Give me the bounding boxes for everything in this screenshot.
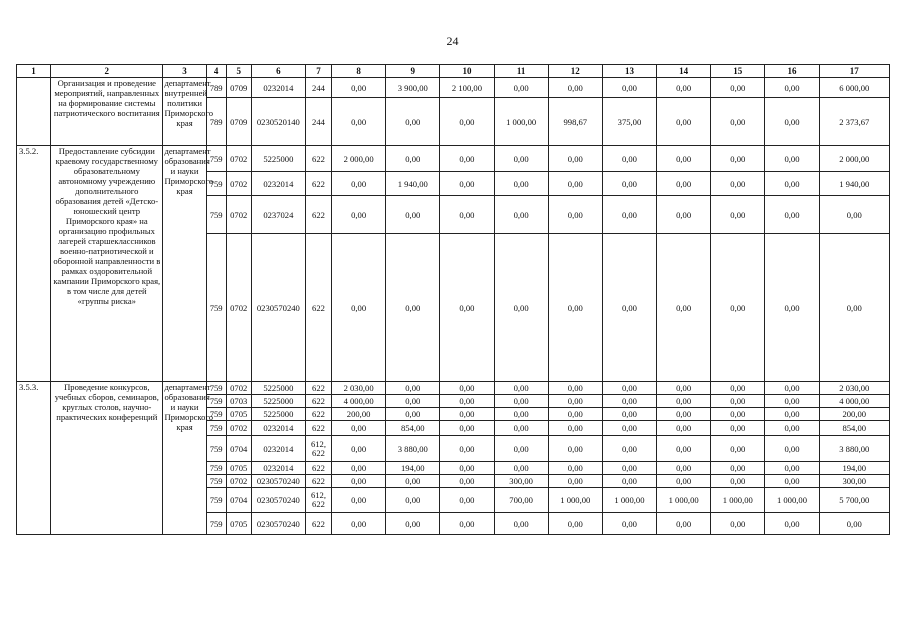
cell-col-14: 1 000,00: [657, 488, 711, 513]
cell-col-17: 2 373,67: [819, 98, 889, 146]
item-description: Проведение конкурсов, учебных сборов, семинаров, круглых столов, научно-практических конференций: [51, 382, 163, 535]
cell-col-8: 0,00: [332, 462, 386, 475]
cell-col-11: 0,00: [494, 196, 548, 234]
cell-col-8: 2 030,00: [332, 382, 386, 395]
cell-col-11: 0,00: [494, 436, 548, 462]
cell-col-13: 0,00: [602, 462, 656, 475]
cell-col-16: 0,00: [765, 146, 819, 172]
cell-col-9: 0,00: [386, 234, 440, 382]
cell-col-12: 0,00: [548, 475, 602, 488]
cell-col-7: 622: [305, 421, 331, 436]
cell-col-8: 0,00: [332, 196, 386, 234]
cell-col-5: 0703: [226, 395, 251, 408]
cell-col-7: 612, 622: [305, 488, 331, 513]
column-header-1: 1: [17, 65, 51, 78]
cell-col-17: 0,00: [819, 513, 889, 535]
cell-col-14: 0,00: [657, 395, 711, 408]
cell-col-6: 0230570240: [251, 488, 305, 513]
cell-col-10: 0,00: [440, 382, 494, 395]
cell-col-14: 0,00: [657, 475, 711, 488]
cell-col-14: 0,00: [657, 513, 711, 535]
column-header-5: 5: [226, 65, 251, 78]
cell-col-9: 0,00: [386, 146, 440, 172]
cell-col-11: 0,00: [494, 382, 548, 395]
cell-col-13: 0,00: [602, 172, 656, 196]
cell-col-15: 0,00: [711, 436, 765, 462]
cell-col-6: 0232014: [251, 78, 305, 98]
cell-col-17: 3 880,00: [819, 436, 889, 462]
cell-col-9: 0,00: [386, 408, 440, 421]
cell-col-17: 200,00: [819, 408, 889, 421]
cell-col-12: 0,00: [548, 234, 602, 382]
cell-col-10: 0,00: [440, 436, 494, 462]
cell-col-14: 0,00: [657, 172, 711, 196]
cell-col-15: 0,00: [711, 98, 765, 146]
cell-col-10: 0,00: [440, 146, 494, 172]
cell-col-9: 3 900,00: [386, 78, 440, 98]
cell-col-17: 5 700,00: [819, 488, 889, 513]
cell-col-5: 0705: [226, 462, 251, 475]
cell-col-4: 759: [206, 488, 226, 513]
column-header-8: 8: [332, 65, 386, 78]
cell-col-11: 0,00: [494, 395, 548, 408]
cell-col-14: 0,00: [657, 382, 711, 395]
cell-col-5: 0705: [226, 408, 251, 421]
column-header-9: 9: [386, 65, 440, 78]
cell-col-13: 0,00: [602, 196, 656, 234]
cell-col-5: 0702: [226, 382, 251, 395]
cell-col-4: 759: [206, 462, 226, 475]
cell-col-15: 0,00: [711, 462, 765, 475]
column-header-13: 13: [602, 65, 656, 78]
cell-col-16: 0,00: [765, 172, 819, 196]
cell-col-10: 2 100,00: [440, 78, 494, 98]
cell-col-10: 0,00: [440, 475, 494, 488]
table-body: [17, 65, 890, 535]
cell-col-4: 759: [206, 196, 226, 234]
cell-col-7: 244: [305, 98, 331, 146]
cell-col-8: 0,00: [332, 513, 386, 535]
budget-table: [16, 64, 890, 535]
cell-col-5: 0702: [226, 421, 251, 436]
column-header-2: 2: [51, 65, 163, 78]
cell-col-4: 789: [206, 98, 226, 146]
cell-col-9: 1 940,00: [386, 172, 440, 196]
cell-col-17: 1 940,00: [819, 172, 889, 196]
cell-col-9: 3 880,00: [386, 436, 440, 462]
cell-col-9: 854,00: [386, 421, 440, 436]
cell-col-12: 0,00: [548, 513, 602, 535]
cell-col-11: 0,00: [494, 78, 548, 98]
cell-col-16: 0,00: [765, 382, 819, 395]
cell-col-13: 0,00: [602, 408, 656, 421]
cell-col-13: 0,00: [602, 513, 656, 535]
cell-col-14: 0,00: [657, 421, 711, 436]
cell-col-17: 2 030,00: [819, 382, 889, 395]
item-number: 3.5.2.: [17, 146, 51, 382]
cell-col-9: 194,00: [386, 462, 440, 475]
cell-col-11: 700,00: [494, 488, 548, 513]
cell-col-11: 300,00: [494, 475, 548, 488]
cell-col-6: 0232014: [251, 172, 305, 196]
cell-col-12: 0,00: [548, 462, 602, 475]
cell-col-17: 0,00: [819, 196, 889, 234]
cell-col-5: 0702: [226, 196, 251, 234]
cell-col-10: 0,00: [440, 421, 494, 436]
column-header-14: 14: [657, 65, 711, 78]
cell-col-15: 0,00: [711, 513, 765, 535]
cell-col-15: 1 000,00: [711, 488, 765, 513]
cell-col-5: 0709: [226, 98, 251, 146]
cell-col-8: 2 000,00: [332, 146, 386, 172]
cell-col-9: 0,00: [386, 488, 440, 513]
cell-col-11: 1 000,00: [494, 98, 548, 146]
cell-col-16: 0,00: [765, 98, 819, 146]
cell-col-4: 759: [206, 395, 226, 408]
cell-col-11: 0,00: [494, 172, 548, 196]
cell-col-9: 0,00: [386, 475, 440, 488]
cell-col-10: 0,00: [440, 234, 494, 382]
cell-col-14: 0,00: [657, 462, 711, 475]
cell-col-15: 0,00: [711, 78, 765, 98]
cell-col-15: 0,00: [711, 408, 765, 421]
cell-col-12: 0,00: [548, 436, 602, 462]
cell-col-17: 2 000,00: [819, 146, 889, 172]
column-header-17: 17: [819, 65, 889, 78]
column-header-16: 16: [765, 65, 819, 78]
cell-col-13: 0,00: [602, 421, 656, 436]
cell-col-13: 1 000,00: [602, 488, 656, 513]
cell-col-7: 244: [305, 78, 331, 98]
cell-col-4: 759: [206, 436, 226, 462]
cell-col-6: 5225000: [251, 146, 305, 172]
cell-col-16: 0,00: [765, 462, 819, 475]
cell-col-15: 0,00: [711, 395, 765, 408]
cell-col-10: 0,00: [440, 513, 494, 535]
cell-col-4: 789: [206, 78, 226, 98]
cell-col-13: 0,00: [602, 436, 656, 462]
cell-col-16: 0,00: [765, 196, 819, 234]
cell-col-6: 0230570240: [251, 234, 305, 382]
cell-col-12: 0,00: [548, 146, 602, 172]
cell-col-9: 0,00: [386, 513, 440, 535]
cell-col-9: 0,00: [386, 395, 440, 408]
cell-col-7: 612, 622: [305, 436, 331, 462]
cell-col-4: 759: [206, 172, 226, 196]
cell-col-6: 0230570240: [251, 475, 305, 488]
cell-col-8: 0,00: [332, 98, 386, 146]
cell-col-8: 0,00: [332, 421, 386, 436]
cell-col-11: 0,00: [494, 462, 548, 475]
cell-col-17: 854,00: [819, 421, 889, 436]
cell-col-5: 0702: [226, 146, 251, 172]
cell-col-4: 759: [206, 421, 226, 436]
cell-col-6: 0232014: [251, 462, 305, 475]
cell-col-6: 0237024: [251, 196, 305, 234]
cell-col-11: 0,00: [494, 146, 548, 172]
cell-col-12: 0,00: [548, 172, 602, 196]
cell-col-16: 0,00: [765, 234, 819, 382]
cell-col-10: 0,00: [440, 488, 494, 513]
cell-col-15: 0,00: [711, 172, 765, 196]
item-description: Предоставление субсидии краевому государственному образовательному автономному учреждению дополнительного образования детей «Детско-юношеский центр Приморского края» на организацию профильных лагерей старшеклассников военно-патриотической и оборонной направленности в рамках оздоровительной кампании Приморского края, в том числе для детей «группы риска»: [51, 146, 163, 382]
cell-col-17: 300,00: [819, 475, 889, 488]
cell-col-16: 0,00: [765, 475, 819, 488]
cell-col-8: 0,00: [332, 475, 386, 488]
cell-col-8: 0,00: [332, 172, 386, 196]
cell-col-10: 0,00: [440, 395, 494, 408]
cell-col-14: 0,00: [657, 234, 711, 382]
cell-col-14: 0,00: [657, 98, 711, 146]
header-row: [17, 65, 890, 78]
cell-col-17: 4 000,00: [819, 395, 889, 408]
table-row: [17, 146, 890, 172]
cell-col-6: 5225000: [251, 395, 305, 408]
cell-col-7: 622: [305, 172, 331, 196]
cell-col-15: 0,00: [711, 234, 765, 382]
cell-col-11: 0,00: [494, 408, 548, 421]
cell-col-13: 0,00: [602, 146, 656, 172]
cell-col-7: 622: [305, 513, 331, 535]
item-number: [17, 78, 51, 146]
cell-col-5: 0704: [226, 436, 251, 462]
cell-col-13: 375,00: [602, 98, 656, 146]
cell-col-8: 200,00: [332, 408, 386, 421]
cell-col-12: 0,00: [548, 196, 602, 234]
cell-col-9: 0,00: [386, 196, 440, 234]
cell-col-17: 194,00: [819, 462, 889, 475]
page-number: 24: [446, 34, 459, 48]
cell-col-16: 0,00: [765, 421, 819, 436]
cell-col-11: 0,00: [494, 421, 548, 436]
cell-col-6: 0230570240: [251, 513, 305, 535]
column-header-4: 4: [206, 65, 226, 78]
cell-col-15: 0,00: [711, 421, 765, 436]
cell-col-7: 622: [305, 234, 331, 382]
cell-col-17: 0,00: [819, 234, 889, 382]
cell-col-5: 0702: [226, 234, 251, 382]
cell-col-14: 0,00: [657, 146, 711, 172]
cell-col-15: 0,00: [711, 382, 765, 395]
responsible-department: департамент образования и науки Приморского края: [163, 382, 206, 535]
cell-col-9: 0,00: [386, 98, 440, 146]
cell-col-16: 0,00: [765, 513, 819, 535]
column-header-12: 12: [548, 65, 602, 78]
cell-col-8: 0,00: [332, 234, 386, 382]
cell-col-6: 0232014: [251, 421, 305, 436]
cell-col-14: 0,00: [657, 196, 711, 234]
cell-col-7: 622: [305, 395, 331, 408]
item-number: 3.5.3.: [17, 382, 51, 535]
cell-col-7: 622: [305, 462, 331, 475]
cell-col-13: 0,00: [602, 395, 656, 408]
cell-col-5: 0709: [226, 78, 251, 98]
cell-col-7: 622: [305, 196, 331, 234]
cell-col-4: 759: [206, 234, 226, 382]
cell-col-7: 622: [305, 382, 331, 395]
cell-col-10: 0,00: [440, 408, 494, 421]
cell-col-4: 759: [206, 382, 226, 395]
cell-col-16: 1 000,00: [765, 488, 819, 513]
cell-col-12: 0,00: [548, 395, 602, 408]
cell-col-14: 0,00: [657, 408, 711, 421]
cell-col-7: 622: [305, 408, 331, 421]
cell-col-8: 0,00: [332, 488, 386, 513]
cell-col-12: 0,00: [548, 421, 602, 436]
cell-col-5: 0704: [226, 488, 251, 513]
cell-col-14: 0,00: [657, 78, 711, 98]
cell-col-10: 0,00: [440, 172, 494, 196]
cell-col-15: 0,00: [711, 196, 765, 234]
cell-col-6: 0230520140: [251, 98, 305, 146]
cell-col-13: 0,00: [602, 382, 656, 395]
cell-col-12: 1 000,00: [548, 488, 602, 513]
cell-col-16: 0,00: [765, 78, 819, 98]
cell-col-17: 6 000,00: [819, 78, 889, 98]
column-header-10: 10: [440, 65, 494, 78]
cell-col-4: 759: [206, 408, 226, 421]
cell-col-12: 0,00: [548, 78, 602, 98]
cell-col-13: 0,00: [602, 475, 656, 488]
cell-col-15: 0,00: [711, 146, 765, 172]
cell-col-13: 0,00: [602, 234, 656, 382]
cell-col-13: 0,00: [602, 78, 656, 98]
cell-col-8: 4 000,00: [332, 395, 386, 408]
cell-col-16: 0,00: [765, 408, 819, 421]
cell-col-10: 0,00: [440, 462, 494, 475]
cell-col-16: 0,00: [765, 395, 819, 408]
cell-col-8: 0,00: [332, 78, 386, 98]
column-header-3: 3: [163, 65, 206, 78]
cell-col-12: 0,00: [548, 408, 602, 421]
cell-col-4: 759: [206, 146, 226, 172]
cell-col-10: 0,00: [440, 196, 494, 234]
cell-col-12: 0,00: [548, 382, 602, 395]
cell-col-11: 0,00: [494, 234, 548, 382]
responsible-department: департамент внутренней политики Приморского края: [163, 78, 206, 146]
cell-col-6: 5225000: [251, 382, 305, 395]
cell-col-8: 0,00: [332, 436, 386, 462]
cell-col-14: 0,00: [657, 436, 711, 462]
column-header-15: 15: [711, 65, 765, 78]
column-header-7: 7: [305, 65, 331, 78]
cell-col-12: 998,67: [548, 98, 602, 146]
table-row: [17, 78, 890, 98]
cell-col-5: 0702: [226, 475, 251, 488]
cell-col-5: 0705: [226, 513, 251, 535]
cell-col-11: 0,00: [494, 513, 548, 535]
cell-col-10: 0,00: [440, 98, 494, 146]
cell-col-7: 622: [305, 146, 331, 172]
cell-col-6: 0232014: [251, 436, 305, 462]
cell-col-15: 0,00: [711, 475, 765, 488]
cell-col-4: 759: [206, 513, 226, 535]
cell-col-16: 0,00: [765, 436, 819, 462]
cell-col-9: 0,00: [386, 382, 440, 395]
cell-col-4: 759: [206, 475, 226, 488]
column-header-11: 11: [494, 65, 548, 78]
column-header-6: 6: [251, 65, 305, 78]
cell-col-5: 0702: [226, 172, 251, 196]
table-row: [17, 382, 890, 395]
responsible-department: департамент образования и науки Приморского края: [163, 146, 206, 382]
cell-col-6: 5225000: [251, 408, 305, 421]
item-description: Организация и проведение мероприятий, направленных на формирование системы патриотического воспитания: [51, 78, 163, 146]
cell-col-7: 622: [305, 475, 331, 488]
